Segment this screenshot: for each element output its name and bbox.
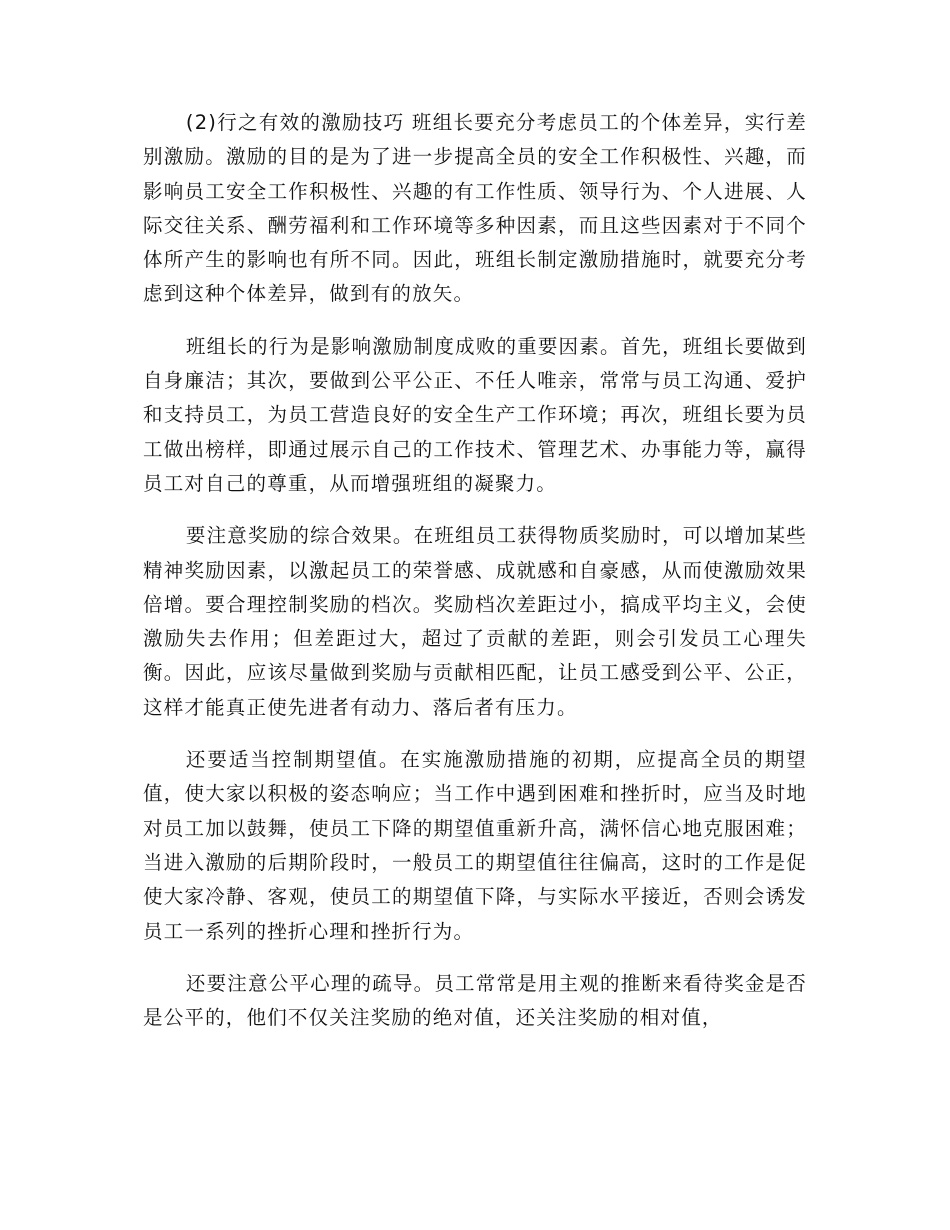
paragraph-fairness-guidance: 还要注意公平心理的疏导。员工常常是用主观的推断来看待奖金是否是公平的，他们不仅关注奖励的绝对值，还关注奖励的相对值，	[143, 971, 807, 1030]
paragraph-reward-effects: 要注意奖励的综合效果。在班组员工获得物质奖励时，可以增加某些精神奖励因素，以激起员工的荣誉感、成就感和自豪感，从而使激励效果倍增。要合理控制奖励的档次。奖励档次差距过小，搞成平均主义，会使激励失去作用；但差距过大，超过了贡献的差距，则会引发员工心理失衡。因此，应该尽量做到奖励与贡献相匹配，让员工感受到公平、公正，这样才能真正使先进者有动力、落后者有压力。	[143, 524, 807, 719]
paragraph-incentive-techniques: (2)行之有效的激励技巧 班组长要充分考虑员工的个体差异，实行差别激励。激励的目的是为了进一步提高全员的安全工作积极性、兴趣，而影响员工安全工作积极性、兴趣的有工作性质、领导行为、个人进展、人际交往关系、酬劳福利和工作环境等多种因素，而且这些因素对于不同个体所产生的影响也有所不同。因此，班组长制定激励措施时，就要充分考虑到这种个体差异，做到有的放矢。	[143, 111, 807, 306]
paragraph-expectation-control: 还要适当控制期望值。在实施激励措施的初期，应提高全员的期望值，使大家以积极的姿态响应；当工作中遇到困难和挫折时，应当及时地对员工加以鼓舞，使员工下降的期望值重新升高，满怀信心地克服困难；当进入激励的后期阶段时，一般员工的期望值往往偏高，这时的工作是促使大家冷静、客观，使员工的期望值下降，与实际水平接近，否则会诱发员工一系列的挫折心理和挫折行为。	[143, 748, 807, 943]
document-body	[143, 106, 807, 1053]
paragraph-team-leader-behavior: 班组长的行为是影响激励制度成败的重要因素。首先，班组长要做到自身廉洁；其次，要做到公平公正、不任人唯亲，常常与员工沟通、爱护和支持员工，为员工营造良好的安全生产工作环境；再次，班组长要为员工做出榜样，即通过展示自己的工作技术、管理艺术、办事能力等，赢得员工对自己的尊重，从而增强班组的凝聚力。	[143, 334, 807, 495]
